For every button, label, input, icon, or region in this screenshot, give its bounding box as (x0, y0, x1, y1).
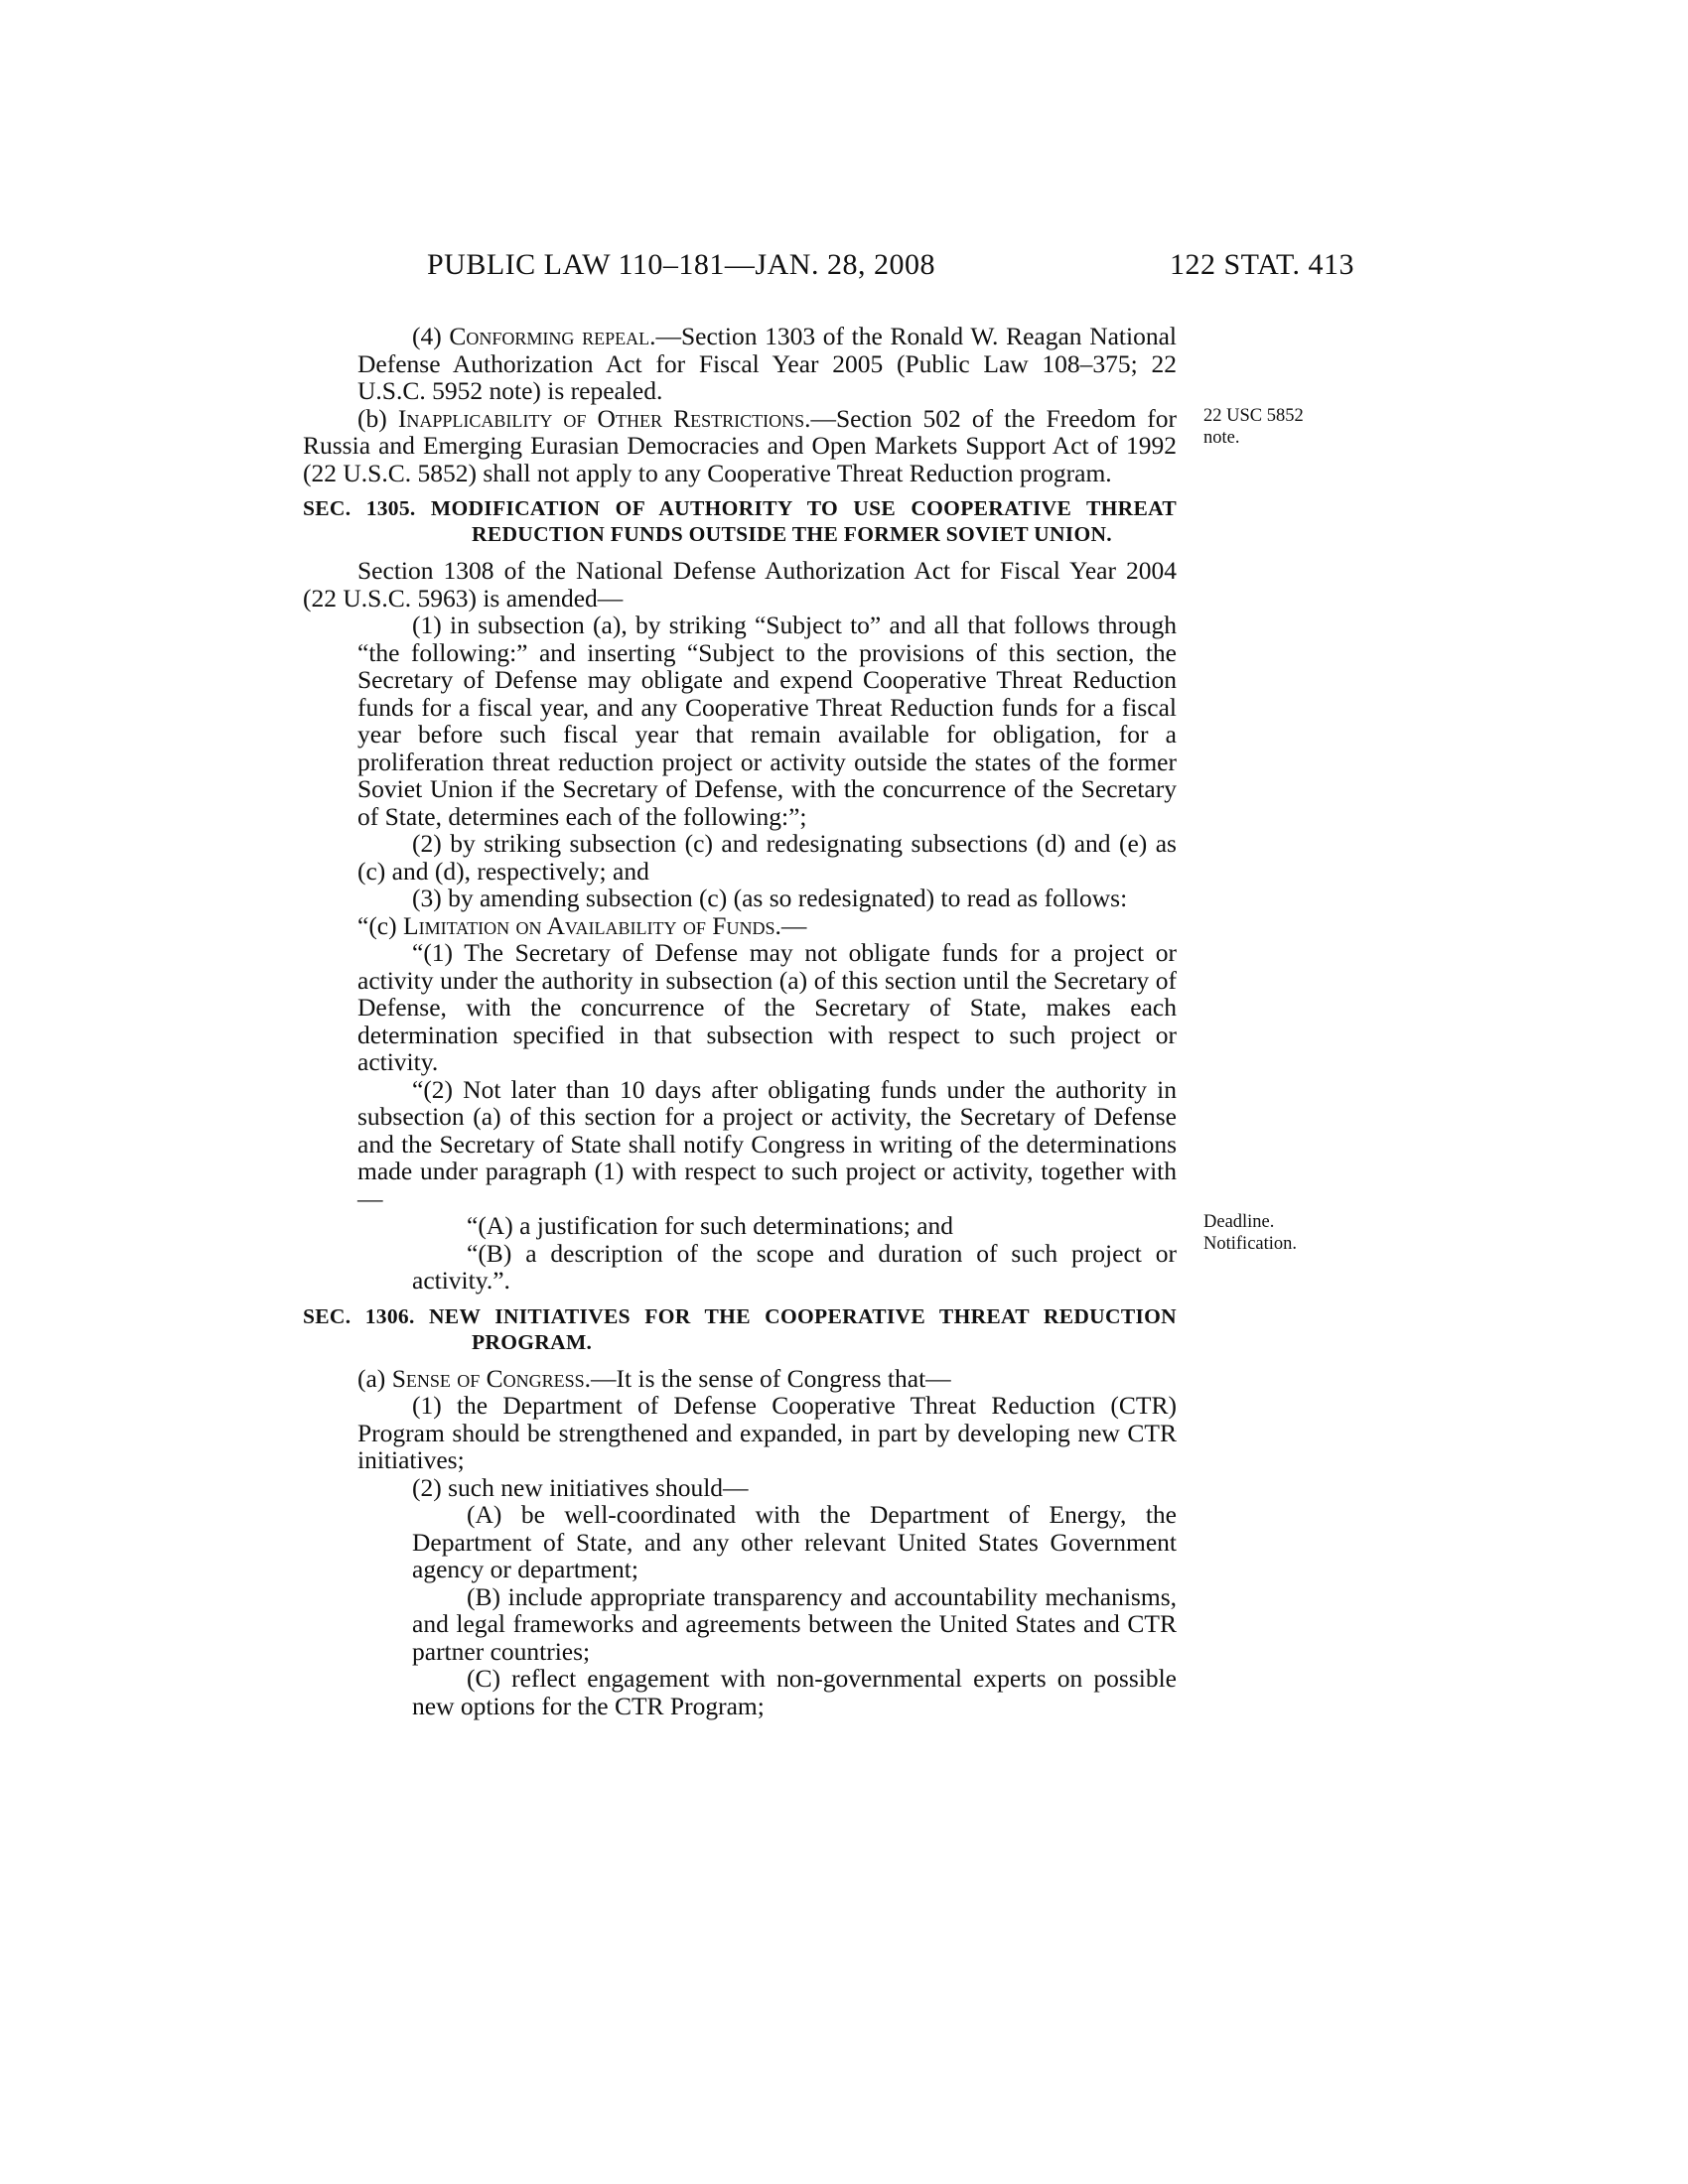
para-heading: Limitation on Availability of Funds. (403, 910, 781, 940)
para-label: (a) (357, 1363, 392, 1393)
paragraph: (3) by amending subsection (c) (as so redesignated) to read as follows: (412, 884, 1128, 912)
margin-note-line: Deadline. (1203, 1212, 1275, 1232)
paragraph-conforming-repeal (303, 323, 1177, 405)
para-heading: Sense of Congress. (391, 1363, 592, 1393)
margin-note-line: note. (1203, 428, 1240, 448)
para-text: —It is the sense of Congress that— (591, 1363, 951, 1393)
paragraph: (B) include appropriate transparency and accountability mechanisms, and legal frameworks and agreements between the United States and CTR partner countries; (412, 1581, 1177, 1666)
paragraph: “(A) a justification for such determinations; and (467, 1211, 954, 1240)
para-heading: Conforming repeal. (449, 322, 656, 350)
para-label: (b) (357, 403, 398, 433)
para-heading: Inapplicability of Other Restrictions. (397, 403, 811, 433)
section-heading-1306: SEC. 1306. NEW INITIATIVES FOR THE COOPERATIVE THREAT REDUCTION PROGRAM. (303, 1303, 1177, 1354)
paragraph: “(1) The Secretary of Defense may not obligate funds for a project or activity under the authority in subsection (a) of this section until the Secretary of Defense, with the concurrence of the Secretary of State, makes each determination specified in that subsection with respect to such project or activity. (357, 938, 1177, 1076)
paragraph: “(B) a description of the scope and duration of such project or activity.”. (412, 1238, 1177, 1295)
paragraph: (1) in subsection (a), by striking “Subject to” and all that follows through “the following:” and inserting “Subject to the provisions of this section, the Secretary of Defense may obligate and expend Cooperative Threat Reduction funds for a fiscal year, and any Cooperative Threat Reduction funds for a fiscal year before such fiscal year that remain available for obligation, for a proliferation threat reduction project or activity outside the states of the former Soviet Union if the Secretary of Defense, with the concurrence of the Secretary of State, determines each of the following:”; (357, 611, 1177, 831)
paragraph: (2) such new initiatives should— (412, 1472, 749, 1502)
para-text: —Section 502 of the Freedom for Russia and Emerging Eurasian Democracies and Open Markets Support Act of 1992 (22 U.S.C. 5852) shall not apply to any Cooperative Threat Reduction program. (303, 403, 1177, 487)
running-header: PUBLIC LAW 110–181—JAN. 28, 2008 (427, 248, 935, 281)
para-label: (4) (412, 322, 450, 350)
para-text: —Section 1303 of the Ronald W. Reagan National Defense Authorization Act for Fiscal Year 2005 (Public Law 108–375; 22 U.S.C. 5952 note) is repealed. (357, 322, 1177, 405)
paragraph: “(2) Not later than 10 days after obligating funds under the authority in subsection (a) of this section for a project or activity, the Secretary of Defense and the Secretary of State shall notify Congress in writing of the determinations made under paragraph (1) with respect to such project or activity, together with— (357, 1074, 1177, 1213)
paragraph-limitation (303, 912, 1177, 940)
paragraph: (C) reflect engagement with non-governmental experts on possible new options for the CTR Program; (412, 1664, 1177, 1720)
paragraph: (A) be well-coordinated with the Department of Energy, the Department of State, and any other relevant United States Government agency or department; (412, 1500, 1177, 1583)
paragraph: (1) the Department of Defense Cooperative Threat Reduction (CTR) Program should be strengthened and expanded, in part by developing new CTR initiatives; (357, 1391, 1177, 1474)
section-heading-1305: SEC. 1305. MODIFICATION OF AUTHORITY TO USE COOPERATIVE THREAT REDUCTION FUNDS OUTSIDE THE FORMER SOVIET UNION. (303, 496, 1177, 546)
margin-note-line: Notification. (1203, 1234, 1298, 1254)
page-stat-number: 122 STAT. 413 (1170, 248, 1355, 281)
para-label: “(c) (357, 910, 403, 940)
paragraph-sense-of-congress (303, 1365, 1177, 1393)
paragraph: (2) by striking subsection (c) and redesignating subsections (d) and (e) as (c) and (d), respectively; and (357, 829, 1177, 886)
paragraph-inapplicability (303, 405, 1177, 487)
margin-note-usc (1203, 405, 1352, 449)
paragraph: Section 1308 of the National Defense Authorization Act for Fiscal Year 2004 (22 U.S.C. 5963) is amended— (303, 556, 1177, 613)
document-body (303, 323, 1177, 1719)
para-text: — (780, 910, 807, 940)
margin-note-line: 22 USC 5852 (1203, 406, 1304, 426)
margin-note-deadline (1203, 1211, 1352, 1255)
